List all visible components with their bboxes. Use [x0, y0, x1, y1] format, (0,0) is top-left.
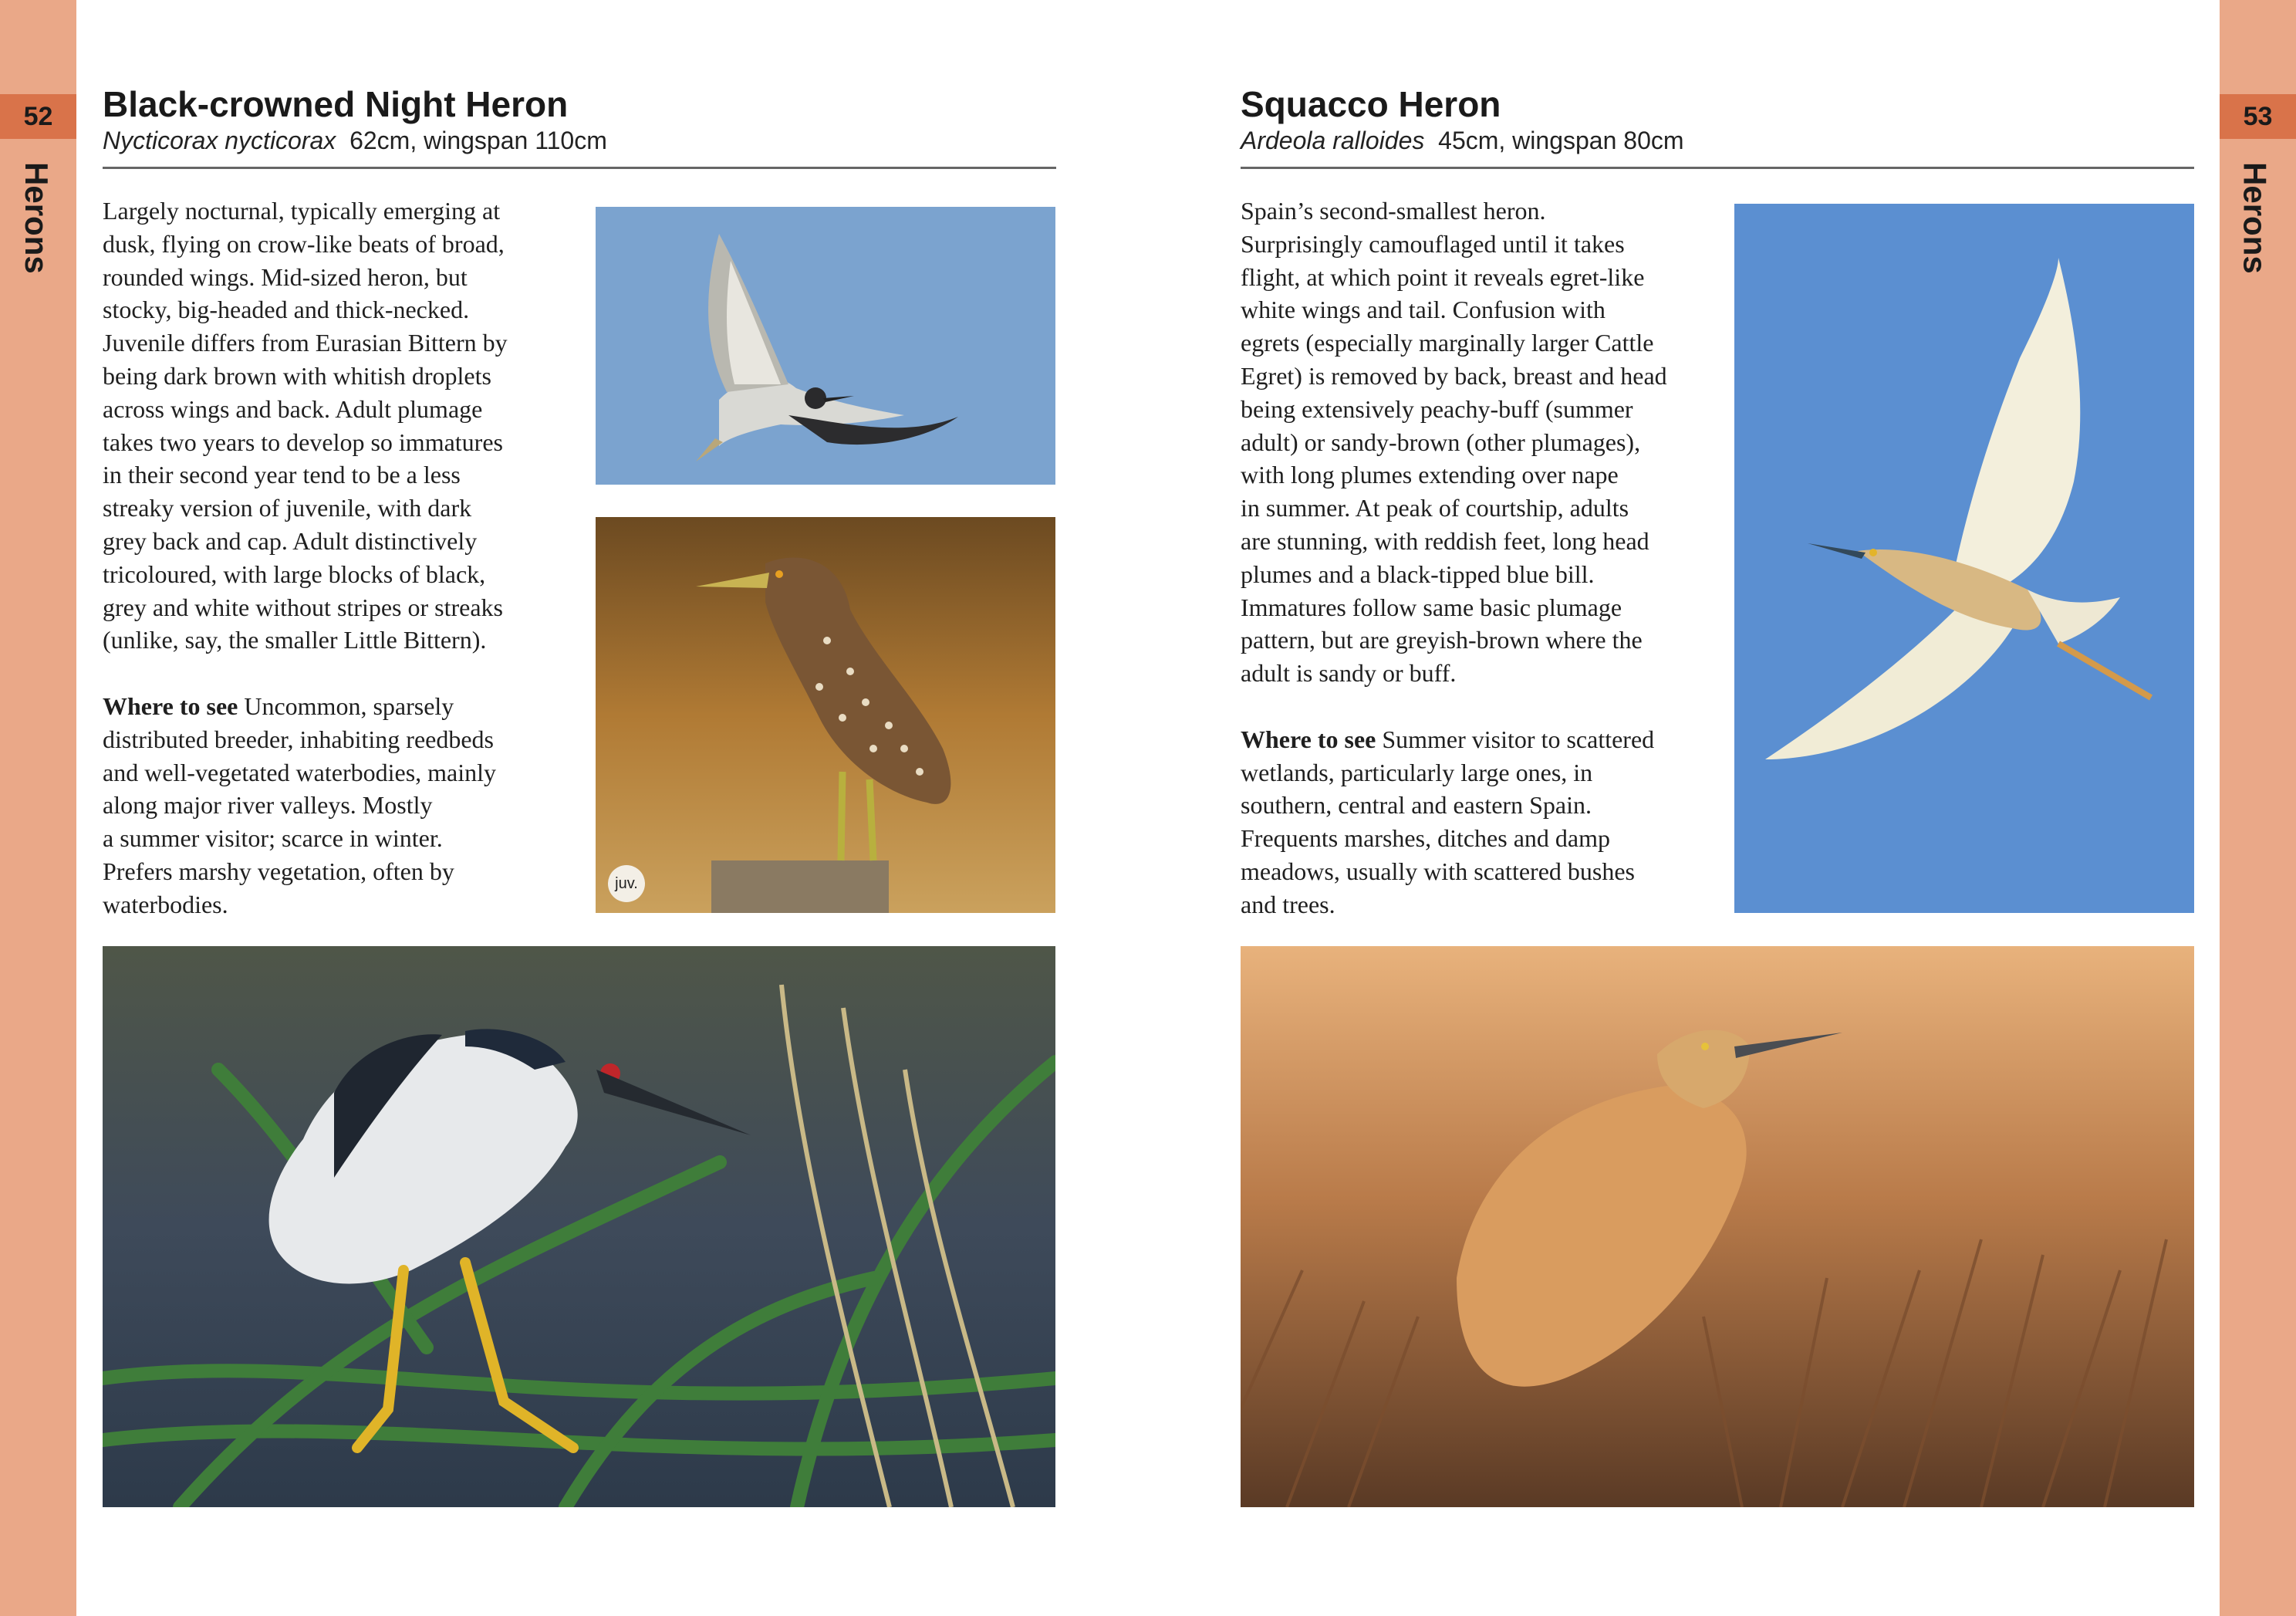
species-subtitle-squacco-heron: [1241, 127, 1684, 155]
scientific-name: Nycticorax nycticorax: [103, 127, 336, 154]
measurements: 62cm, wingspan 110cm: [349, 127, 607, 154]
description-text: Largely nocturnal, typically emerging at dusk, flying on crow-like beats of broad, rounded wings. Mid-sized heron, but stocky, big-headed and thick-necked. Juvenile differs from Eurasian Bittern by being dark brown with whitish droplets across wings and back. Adult plumage takes two years to develop so immatures in their second year tend to be a less streaky version of juvenile, with dark grey back and cap. Adult distinctively tricoloured, with large blocks of black, grey and white without stripes or streaks (unlike, say, the smaller Little Bittern).: [103, 197, 508, 654]
photo-night-heron-adult: [103, 946, 1055, 1507]
title-rule-right: [1241, 167, 2194, 169]
photo-squacco-heron-flight: [1734, 204, 2194, 913]
where-to-see-text: Where to see Uncommon, sparsely distributed breeder, inhabiting reedbeds and well-vegetated waterbodies, mainly along major river valleys. Mostly a summer visitor; scarce in winter. Prefers marshy vegetation, often by waterbodies.: [103, 691, 497, 918]
species-title-squacco-heron: Squacco Heron: [1241, 84, 1501, 124]
measurements: 45cm, wingspan 80cm: [1438, 127, 1684, 154]
juvenile-badge: juv.: [608, 865, 645, 902]
section-tab-right: Herons: [2237, 162, 2274, 274]
where-to-see-label: Where to see: [1241, 725, 1376, 753]
scientific-name: Ardeola ralloides: [1241, 127, 1425, 154]
photo-squacco-heron-standing: [1241, 946, 2194, 1507]
photo-night-heron-juvenile: [596, 517, 1055, 913]
description-squacco-heron: [1241, 194, 1719, 921]
description-night-heron: [103, 194, 581, 921]
description-text: Spain’s second-smallest heron. Surprisingly camouflaged until it takes flight, at which point it reveals egret-like white wings and tail. Confusion with egrets (especially marginally larger Cattle Egret) is removed by back, breast and head being extensively peachy-buff (summer adult) or sandy-brown (other plumages), with long plumes extending over nape in summer. At peak of courtship, adults are stunning, with reddish feet, long head plumes and a black-tipped blue bill. Immatures follow same basic plumage pattern, but are greyish-brown where the adult is sandy or buff.: [1241, 197, 1667, 688]
species-title-night-heron: Black-crowned Night Heron: [103, 84, 569, 124]
photo-night-heron-flight: [596, 207, 1055, 485]
page-number-left: 52: [0, 94, 76, 139]
where-to-see-text: Where to see Summer visitor to scattered wetlands, particularly large ones, in southern, central and eastern Spain. Frequents marshes, ditches and damp meadows, usually with scattered bushes and trees.: [1241, 725, 1655, 918]
where-to-see-label: Where to see: [103, 691, 238, 720]
section-tab-left: Herons: [19, 162, 55, 274]
page-number-right: 53: [2220, 94, 2296, 139]
title-rule-left: [103, 167, 1056, 169]
species-subtitle-night-heron: [103, 127, 607, 155]
